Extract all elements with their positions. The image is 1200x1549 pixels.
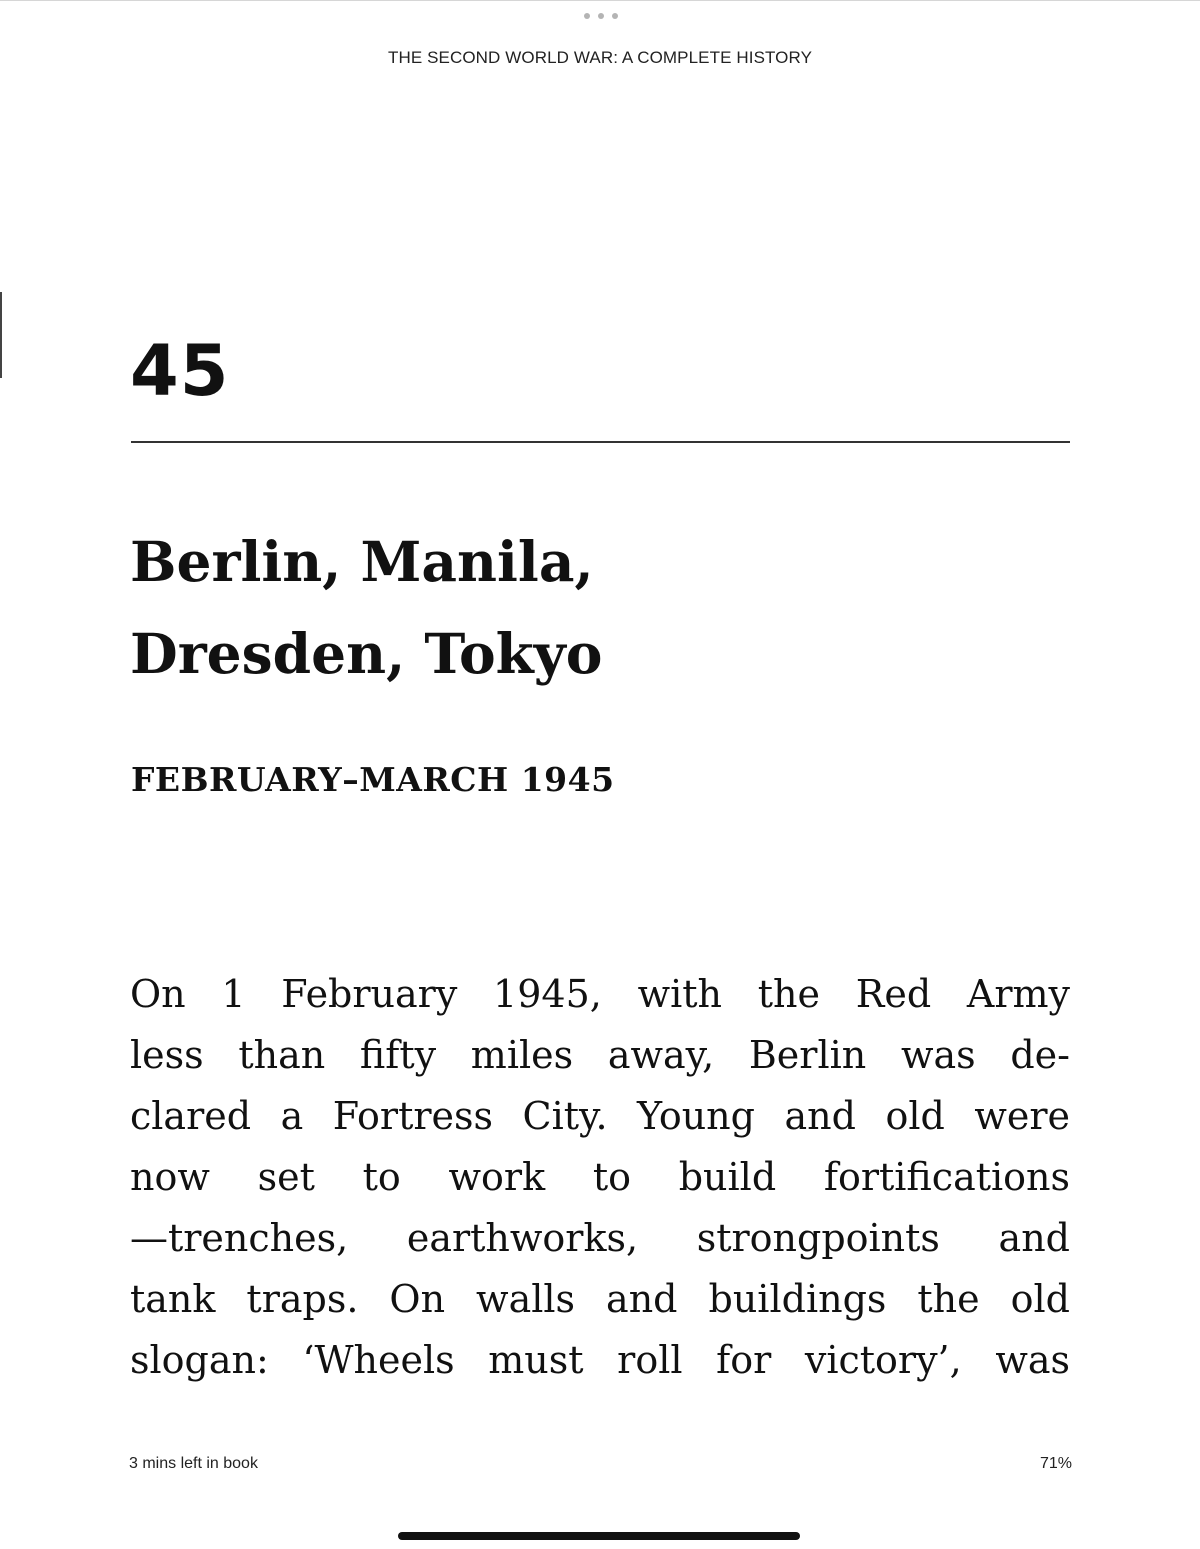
body-line: less than fifty miles away, Berlin was de- bbox=[130, 1033, 1070, 1077]
reading-progress: 71% bbox=[1039, 1455, 1072, 1472]
body-line: slogan: ‘Wheels must roll for victory’, was bbox=[130, 1338, 1070, 1382]
body-line: On 1 February 1945, with the Red Army bbox=[130, 972, 1070, 1016]
dot bbox=[612, 13, 618, 19]
dot bbox=[584, 13, 590, 19]
chapter-title-line: Berlin, Manila, bbox=[130, 529, 594, 594]
home-indicator[interactable] bbox=[398, 1532, 800, 1540]
chapter-dates: FEBRUARY–MARCH 1945 bbox=[131, 760, 615, 799]
page-edge-indicator bbox=[0, 292, 2, 378]
body-line: now set to work to build fortifications bbox=[130, 1155, 1070, 1199]
chapter-title bbox=[130, 516, 1070, 700]
body-line: tank traps. On walls and buildings the old bbox=[130, 1277, 1070, 1321]
chapter-number: 45 bbox=[130, 330, 230, 412]
more-dots-icon[interactable] bbox=[584, 11, 618, 21]
time-left-in-book: 3 mins left in book bbox=[129, 1455, 258, 1472]
book-title: THE SECOND WORLD WAR: A COMPLETE HISTORY bbox=[387, 48, 813, 67]
body-line: clared a Fortress City. Young and old were bbox=[130, 1094, 1070, 1138]
chapter-divider bbox=[131, 441, 1070, 443]
chapter-title-line: Dresden, Tokyo bbox=[130, 621, 603, 686]
body-text[interactable] bbox=[130, 964, 1070, 1391]
top-border bbox=[0, 0, 1200, 1]
body-line: —trenches, earthworks, strongpoints and bbox=[130, 1216, 1070, 1260]
dot bbox=[598, 13, 604, 19]
